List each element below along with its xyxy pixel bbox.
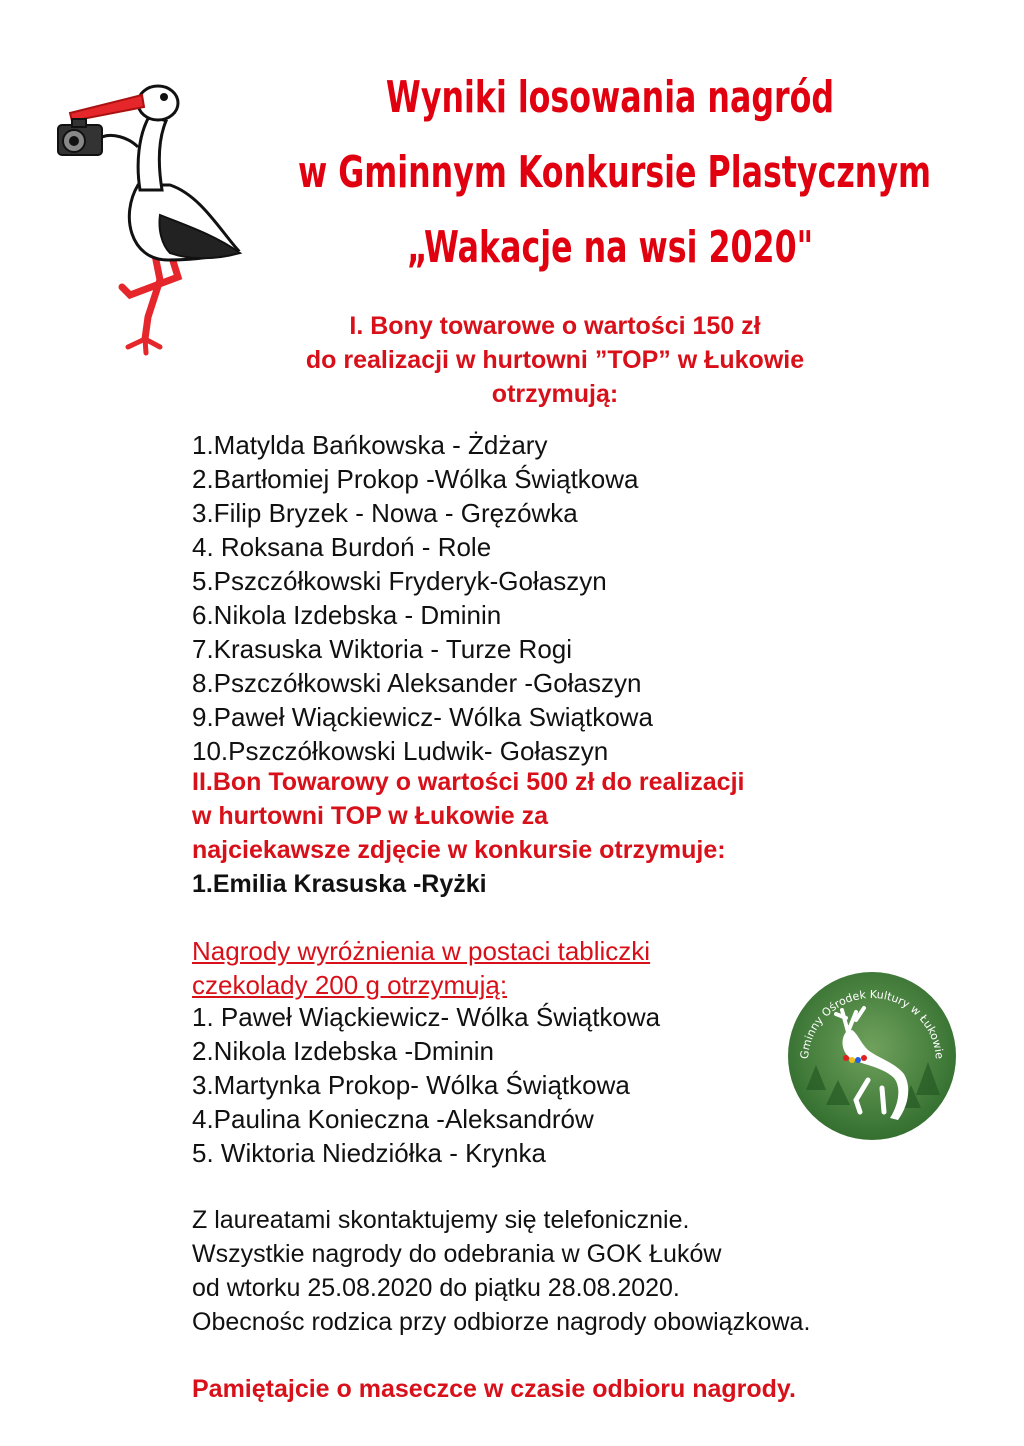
section-3-heading-line: czekolady 200 g otrzymują: <box>192 970 508 1000</box>
list-item: 6.Nikola Izdebska - Dminin <box>192 600 502 630</box>
list-item: 7.Krasuska Wiktoria - Turze Rogi <box>192 634 573 664</box>
section-2-heading-line: w hurtowni TOP w Łukowie za <box>192 802 549 830</box>
section-3-winners-list <box>192 1000 660 1170</box>
list-item: 5.Pszczółkowski Fryderyk-Gołaszyn <box>192 566 607 596</box>
section-2-winner: 1.Emilia Krasuska -Ryżki <box>192 870 487 898</box>
gok-lukow-logo <box>786 970 958 1142</box>
title-line-3: „Wakacje na wsi 2020" <box>406 222 814 273</box>
section-2-heading-line: najciekawsze zdjęcie w konkursie otrzymuje: <box>192 836 726 864</box>
list-item: 4. Roksana Burdoń - Role <box>192 532 492 562</box>
list-item: 1. Paweł Wiąckiewicz- Wólka Świątkowa <box>192 1002 661 1032</box>
section-1-heading-line: otrzymują: <box>491 380 619 408</box>
list-item: 2.Nikola Izdebska -Dminin <box>192 1036 495 1066</box>
section-1-heading-line: do realizacji w hurtowni ”TOP” w Łukowie <box>305 346 805 374</box>
title-line-1: Wyniki losowania nagród <box>385 72 835 123</box>
list-item: 10.Pszczółkowski Ludwik- Gołaszyn <box>192 736 609 766</box>
logo-text: Gminny Ośrodek Kultury w Łukowie <box>797 987 946 1060</box>
list-item: 5. Wiktoria Niedziółka - Krynka <box>192 1138 546 1168</box>
list-item: 8.Pszczółkowski Aleksander -Gołaszyn <box>192 668 642 698</box>
title-line-2: w Gminnym Konkursie Plastycznym <box>298 147 931 198</box>
list-item: 9.Paweł Wiąckiewicz- Wólka Swiątkowa <box>192 702 653 732</box>
section-3-heading <box>192 934 650 1002</box>
list-item: 1.Matylda Bańkowska - Żdżary <box>192 430 548 460</box>
list-item: 2.Bartłomiej Prokop -Wólka Świątkowa <box>192 464 639 494</box>
info-line: od wtorku 25.08.2020 do piątku 28.08.2020. <box>192 1274 680 1302</box>
info-block <box>192 1203 810 1339</box>
list-item: 3.Martynka Prokop- Wólka Świątkowa <box>192 1070 630 1100</box>
section-3-heading-line: Nagrody wyróżnienia w postaci tabliczki <box>192 936 651 966</box>
section-1-winners-list <box>192 428 653 768</box>
page-title <box>298 60 931 285</box>
section-2-heading-line: II.Bon Towarowy o wartości 500 zł do realizacji <box>192 768 745 796</box>
section-2-heading <box>192 765 744 867</box>
info-line: Wszystkie nagrody do odebrania w GOK Łuków <box>192 1240 722 1268</box>
info-line: Z laureatami skontaktujemy się telefonicznie. <box>192 1206 690 1234</box>
section-1-heading <box>205 309 905 411</box>
list-item: 4.Paulina Konieczna -Aleksandrów <box>192 1104 594 1134</box>
list-item: 3.Filip Bryzek - Nowa - Gręzówka <box>192 498 578 528</box>
footer-reminder: Pamiętajcie o maseczce w czasie odbioru nagrody. <box>192 1375 796 1403</box>
section-1-heading-line: I. Bony towarowe o wartości 150 zł <box>349 312 761 340</box>
info-line: Obecnośc rodzica przy odbiorze nagrody obowiązkowa. <box>192 1308 811 1336</box>
